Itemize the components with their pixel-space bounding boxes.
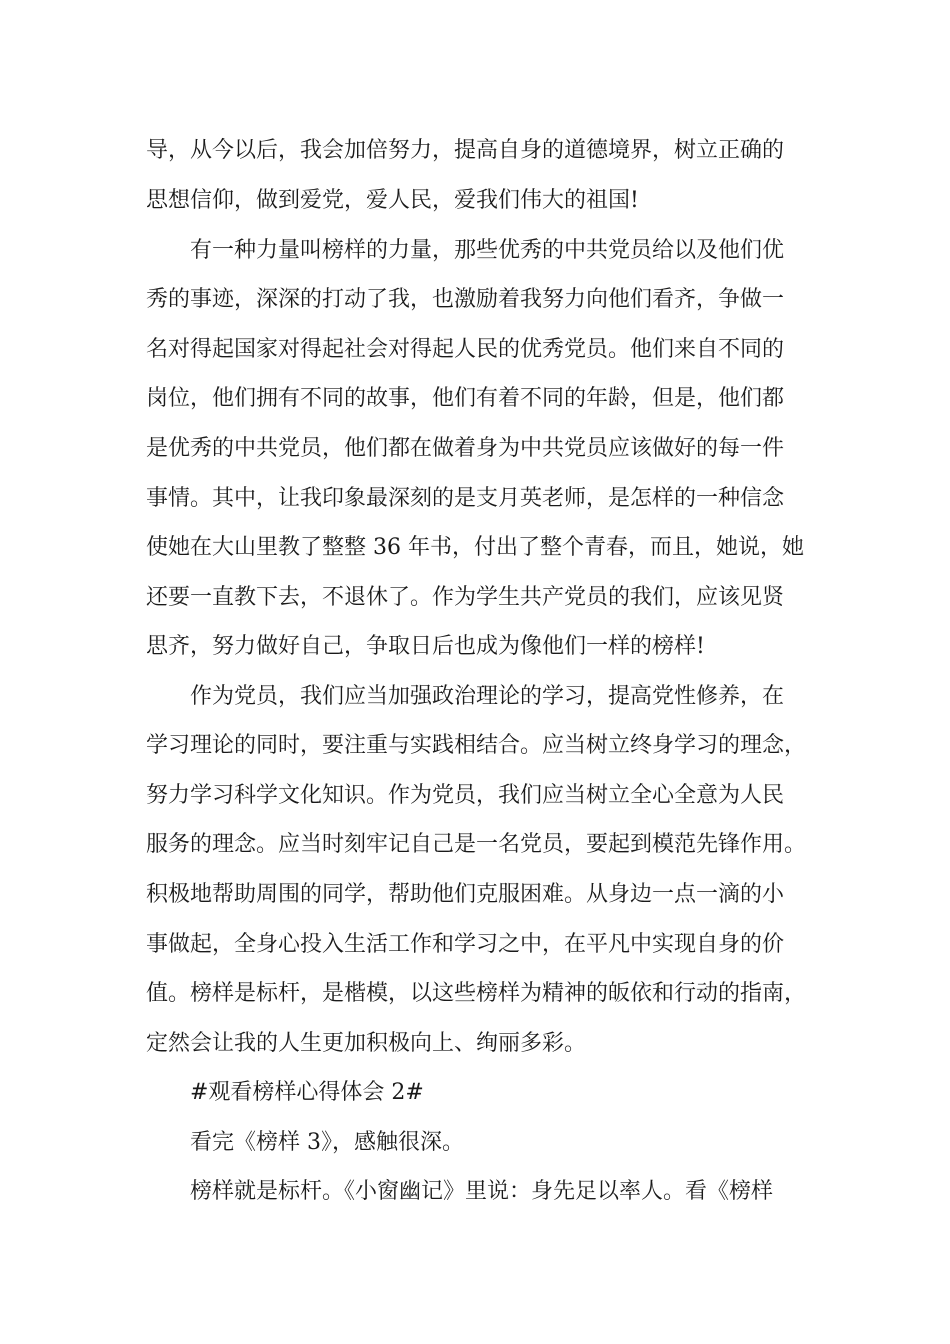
text-line: 名对得起国家对得起社会对得起人民的优秀党员。他们来自不同的 <box>146 337 785 362</box>
text-line: 是优秀的中共党员，他们都在做着身为中共党员应该做好的每一件 <box>146 436 785 461</box>
text-line: 值。榜样是标杆，是楷模，以这些榜样为精神的皈依和行动的指南， <box>146 981 807 1006</box>
text-line: 服务的理念。应当时刻牢记自己是一名党员，要起到模范先锋作用。 <box>146 832 807 857</box>
text-line: 努力学习科学文化知识。作为党员，我们应当树立全心全意为人民 <box>146 783 785 808</box>
text-line: 有一种力量叫榜样的力量，那些优秀的中共党员给以及他们优 <box>190 238 785 263</box>
text-line: 定然会让我的人生更加积极向上、绚丽多彩。 <box>146 1031 587 1056</box>
text-line: 作为党员，我们应当加强政治理论的学习，提高党性修养，在 <box>190 684 785 709</box>
text-line: 榜样就是标杆。《小窗幽记》里说：身先足以率人。看《榜样 <box>190 1179 774 1204</box>
text-line: 思齐，努力做好自己，争取日后也成为像他们一样的榜样! <box>146 634 705 659</box>
text-line: 事情。其中，让我印象最深刻的是支月英老师，是怎样的一种信念 <box>146 486 785 511</box>
text-line: 思想信仰，做到爱党，爱人民，爱我们伟大的祖国! <box>146 188 639 213</box>
text-line: 使她在大山里教了整整 36 年书，付出了整个青春，而且，她说，她 <box>146 535 804 560</box>
text-line: 导，从今以后，我会加倍努力，提高自身的道德境界，树立正确的 <box>146 138 785 163</box>
text-line: 岗位，他们拥有不同的故事，他们有着不同的年龄，但是，他们都 <box>146 386 785 411</box>
text-line: 还要一直教下去，不退休了。作为学生共产党员的我们，应该见贤 <box>146 585 785 610</box>
text-line: 秀的事迹，深深的打动了我，也激励着我努力向他们看齐，争做一 <box>146 287 785 312</box>
section-heading: #观看榜样心得体会 2# <box>190 1080 424 1105</box>
text-line: 事做起，全身心投入生活工作和学习之中，在平凡中实现自身的价 <box>146 932 785 957</box>
text-line: 积极地帮助周围的同学，帮助他们克服困难。从身边一点一滴的小 <box>146 882 785 907</box>
text-line: 看完《榜样 3》，感触很深。 <box>190 1130 464 1155</box>
text-line: 学习理论的同时，要注重与实践相结合。应当树立终身学习的理念， <box>146 733 807 758</box>
